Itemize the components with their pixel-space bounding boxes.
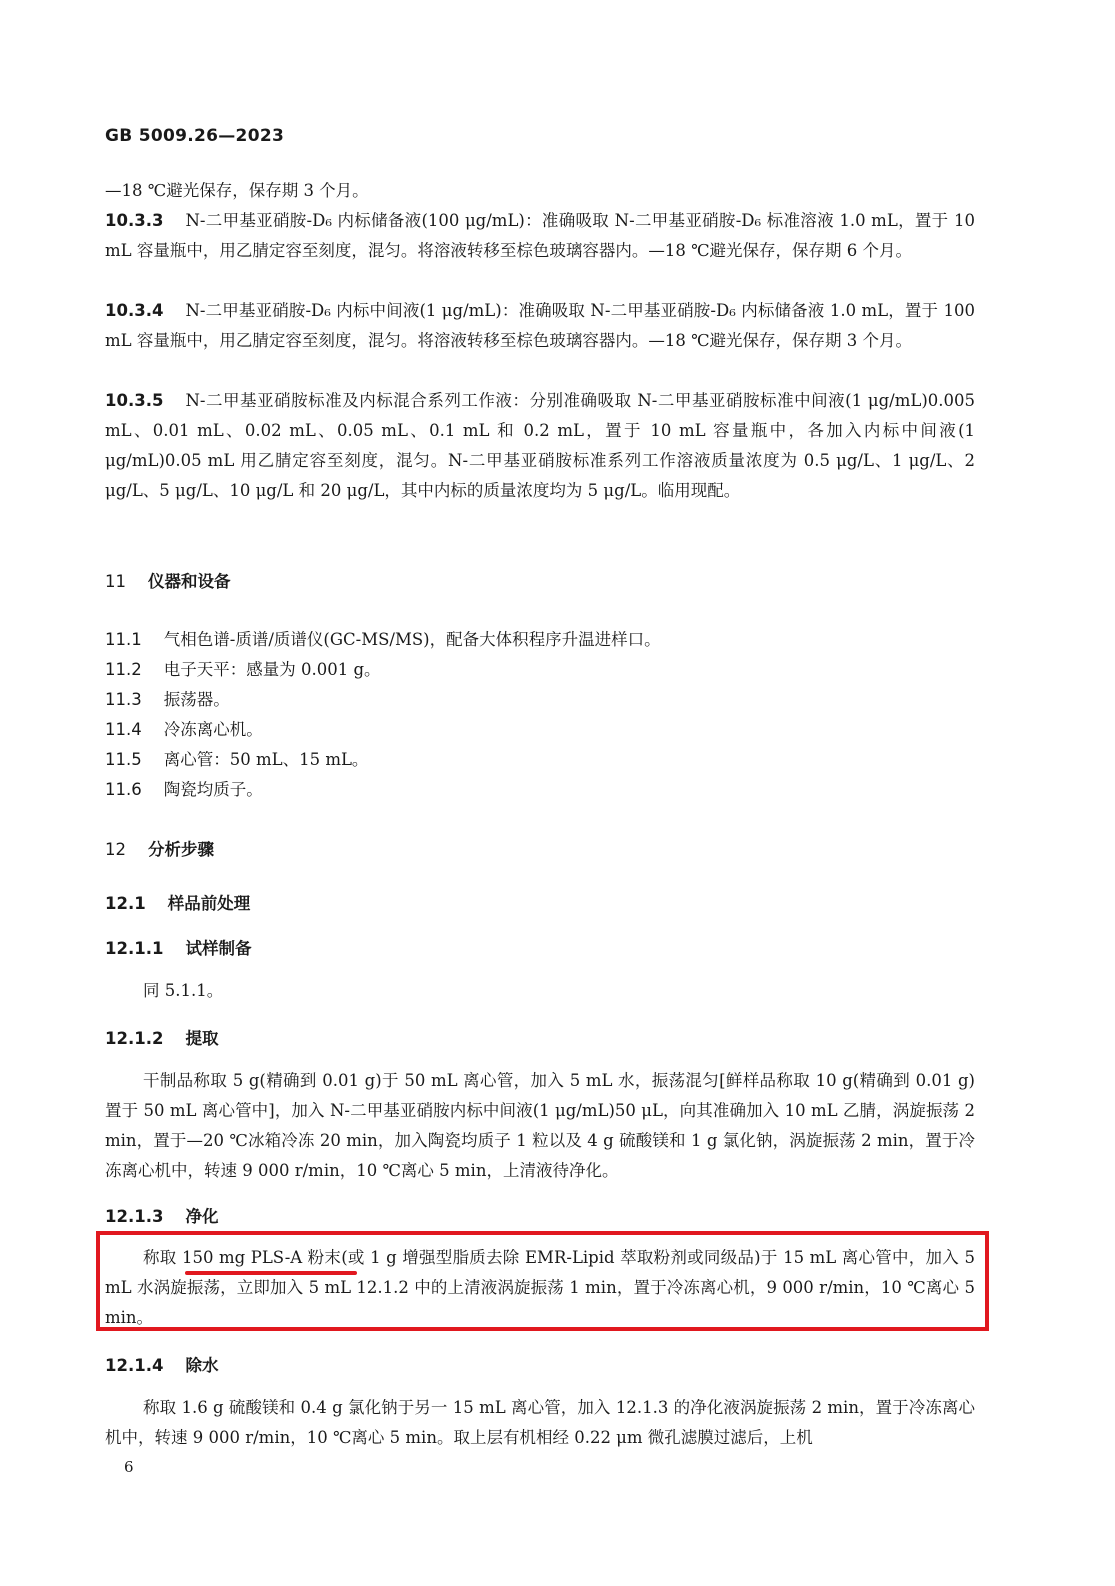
item-number: 11.6 bbox=[105, 780, 142, 799]
item-number: 11.4 bbox=[105, 720, 142, 739]
section-heading-12-1 bbox=[105, 890, 250, 914]
paragraph-12-1-4-body: 称取 1.6 g 硫酸镁和 0.4 g 氯化钠于另一 15 mL 离心管，加入 12.1.3 的净化液涡旋振荡 2 min，置于冷冻离心机中，转速 9 000 r/min，10 ℃离心 5 min。取上层有机相经 0.22 μm 微孔滤膜过滤后，上机 bbox=[105, 1398, 975, 1447]
paragraph-10-3-4 bbox=[105, 296, 975, 356]
paragraph-12-1-1-body: 同 5.1.1。 bbox=[143, 981, 224, 1000]
item-number: 11.5 bbox=[105, 750, 142, 769]
paragraph-10-3-3 bbox=[105, 206, 975, 266]
section-title: 试样制备 bbox=[185, 939, 252, 958]
list-item bbox=[105, 626, 661, 650]
section-heading-12-1-2 bbox=[105, 1025, 218, 1049]
item-text: 电子天平：感量为 0.001 g。 bbox=[163, 660, 381, 679]
section-heading-12-1-1 bbox=[105, 935, 251, 959]
section-title: 仪器和设备 bbox=[148, 572, 231, 591]
item-text: 冷冻离心机。 bbox=[163, 720, 263, 739]
section-number: 12.1.4 bbox=[105, 1356, 164, 1375]
section-number: 12.1.3 bbox=[105, 1207, 164, 1226]
item-number: 11.1 bbox=[105, 630, 142, 649]
clause-text: N-二甲基亚硝胺标准及内标混合系列工作液：分别准确吸取 N-二甲基亚硝胺标准中间液(1 μg/mL)0.005 mL、0.01 mL、0.02 mL、0.05 mL、0.1 mL 和 0.2 mL，置于 10 mL 容量瓶中，各加入内标中间液(1 μg/mL)0.05 mL 用乙腈定容至刻度，混匀。N-二甲基亚硝胺标准系列工作溶液质量浓度为 0.5 μg/L、1 μg/L、2 μg/L、5 μg/L、10 μg/L 和 20 μg/L，其中内标的质量浓度均为 5 μg/L。临用现配。 bbox=[105, 391, 975, 500]
section-number: 12 bbox=[105, 840, 126, 859]
standard-code-header: GB 5009.26—2023 bbox=[105, 126, 285, 146]
item-text: 气相色谱-质谱/质谱仪(GC-MS/MS)，配备大体积程序升温进样口。 bbox=[163, 630, 661, 649]
paragraph-10-3-5 bbox=[105, 386, 975, 506]
section-number: 12.1.2 bbox=[105, 1029, 164, 1048]
list-item bbox=[105, 746, 368, 770]
paragraph-12-1-3-body: 称取 150 mg PLS-A 粉末(或 1 g 增强型脂质去除 EMR-Lipid 萃取粉剂或同级品)于 15 mL 离心管中，加入 5 mL 水涡旋振荡，立即加入 5 mL 12.1.2 中的上清液涡旋振荡 1 min，置于冷冻离心机，9 000 r/min，10 ℃离心 5 min。 bbox=[105, 1248, 975, 1327]
list-item bbox=[105, 686, 230, 710]
section-title: 分析步骤 bbox=[148, 840, 214, 859]
section-number: 11 bbox=[105, 572, 126, 591]
list-item bbox=[105, 716, 263, 740]
clause-number: 10.3.4 bbox=[105, 301, 164, 320]
section-number: 12.1 bbox=[105, 894, 146, 913]
paragraph-12-1-2-body: 干制品称取 5 g(精确到 0.01 g)于 50 mL 离心管，加入 5 mL 水，振荡混匀[鲜样品称取 10 g(精确到 0.01 g)置于 50 mL 离心管中]，加入 N-二甲基亚硝胺内标中间液(1 μg/mL)50 μL，向其准确加入 10 mL 乙腈，涡旋振荡 2 min，置于—20 ℃冰箱冷冻 20 min，加入陶瓷均质子 1 粒以及 4 g 硫酸镁和 1 g 氯化钠，涡旋振荡 2 min，置于冷冻离心机中，转速 9 000 r/min，10 ℃离心 5 min，上清液待净化。 bbox=[105, 1071, 975, 1180]
highlight-annotation-box bbox=[96, 1231, 989, 1331]
section-title: 提取 bbox=[185, 1029, 219, 1048]
clause-text: N-二甲基亚硝胺-D₆ 内标储备液(100 μg/mL)：准确吸取 N-二甲基亚硝胺-D₆ 标准溶液 1.0 mL，置于 10 mL 容量瓶中，用乙腈定容至刻度，混匀。将溶液转移至棕色玻璃容器内。—18 ℃避光保存，保存期 6 个月。 bbox=[105, 211, 975, 260]
underline-annotation bbox=[185, 1271, 357, 1275]
section-heading-12-1-4 bbox=[105, 1352, 218, 1376]
clause-number: 10.3.3 bbox=[105, 211, 164, 230]
section-heading-11 bbox=[105, 568, 231, 592]
section-number: 12.1.1 bbox=[105, 939, 164, 958]
item-text: 陶瓷均质子。 bbox=[163, 780, 263, 799]
section-heading-12-1-3 bbox=[105, 1203, 218, 1227]
section-heading-12 bbox=[105, 836, 214, 860]
page-number: 6 bbox=[124, 1458, 134, 1476]
section-title: 样品前处理 bbox=[167, 894, 251, 913]
item-number: 11.2 bbox=[105, 660, 142, 679]
item-text: 振荡器。 bbox=[163, 690, 230, 709]
list-item bbox=[105, 776, 263, 800]
section-title: 净化 bbox=[185, 1207, 219, 1226]
item-text: 离心管：50 mL、15 mL。 bbox=[163, 750, 369, 769]
list-item bbox=[105, 656, 381, 680]
clause-number: 10.3.5 bbox=[105, 391, 164, 410]
clause-text: N-二甲基亚硝胺-D₆ 内标中间液(1 μg/mL)：准确吸取 N-二甲基亚硝胺-D₆ 内标储备液 1.0 mL，置于 100 mL 容量瓶中，用乙腈定容至刻度，混匀。将溶液转移至棕色玻璃容器内。—18 ℃避光保存，保存期 3 个月。 bbox=[105, 301, 975, 350]
item-number: 11.3 bbox=[105, 690, 142, 709]
section-title: 除水 bbox=[185, 1356, 219, 1375]
paragraph-10-3-2-tail: —18 ℃避光保存，保存期 3 个月。 bbox=[105, 181, 369, 200]
